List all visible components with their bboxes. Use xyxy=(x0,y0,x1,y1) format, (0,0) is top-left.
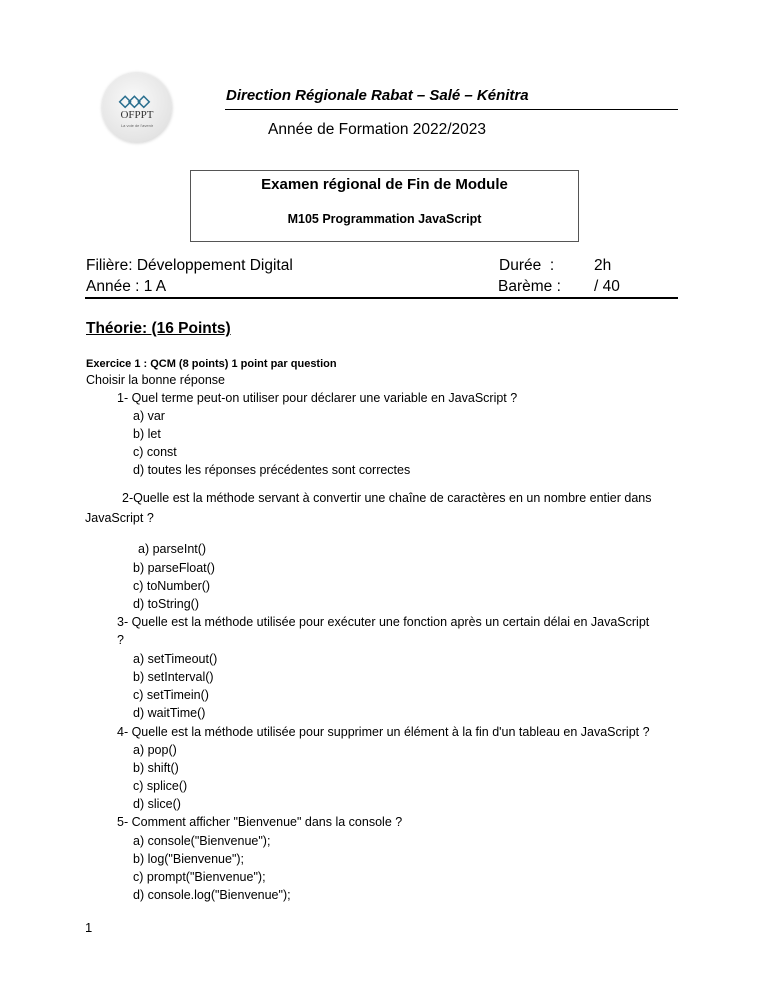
exercise-title: Exercice 1 : QCM (8 points) 1 point par question xyxy=(86,358,337,370)
bareme-label: Barème : xyxy=(498,278,561,295)
q2-option-d: d) toString() xyxy=(133,597,199,611)
q1-option-c: c) const xyxy=(133,445,177,459)
exercise-instruction: Choisir la bonne réponse xyxy=(86,373,225,387)
logo-tagline: La voie de l'avenir xyxy=(120,123,154,128)
section-title: Théorie: (16 Points) xyxy=(86,320,231,337)
question-4: 4- Quelle est la méthode utilisée pour supprimer un élément à la fin d'un tableau en JavaScript ? xyxy=(117,725,650,739)
q4-option-a: a) pop() xyxy=(133,743,177,757)
q5-option-c: c) prompt("Bienvenue"); xyxy=(133,870,266,884)
q2-option-b: b) parseFloat() xyxy=(133,561,215,575)
question-3-cont: ? xyxy=(117,633,124,647)
q1-option-d: d) toutes les réponses précédentes sont correctes xyxy=(133,463,411,477)
q3-option-d: d) waitTime() xyxy=(133,706,206,720)
info-divider xyxy=(85,297,678,299)
training-year: Année de Formation 2022/2023 xyxy=(268,121,487,138)
q4-option-c: c) splice() xyxy=(133,779,188,793)
page-number: 1 xyxy=(85,920,93,935)
logo-name: OFPPT xyxy=(120,109,154,121)
q5-option-a: a) console("Bienvenue"); xyxy=(133,834,271,848)
module-name: M105 Programmation JavaScript xyxy=(287,212,482,226)
question-2: 2-Quelle est la méthode servant à convertir une chaîne de caractères en un nombre entier dans xyxy=(122,491,652,505)
ofppt-logo xyxy=(102,73,172,143)
q3-option-b: b) setInterval() xyxy=(133,670,214,684)
q4-option-d: d) slice() xyxy=(133,797,181,811)
q2-option-c: c) toNumber() xyxy=(133,579,211,593)
q2-option-a: a) parseInt() xyxy=(138,542,207,556)
duree-value: 2h xyxy=(594,257,612,274)
header-divider xyxy=(225,109,678,110)
q5-option-b: b) log("Bienvenue"); xyxy=(133,852,245,866)
question-1: 1- Quel terme peut-on utiliser pour déclarer une variable en JavaScript ? xyxy=(117,391,518,405)
exam-title-box xyxy=(190,170,579,242)
filiere: Filière: Développement Digital xyxy=(86,257,293,274)
duree-label: Durée : xyxy=(499,257,555,274)
annee: Année : 1 A xyxy=(86,278,167,295)
q1-option-b: b) let xyxy=(133,427,161,441)
q1-option-a: a) var xyxy=(133,409,165,423)
direction-title: Direction Régionale Rabat – Salé – Kénitra xyxy=(226,87,529,104)
q3-option-c: c) setTimein() xyxy=(133,688,209,702)
question-5: 5- Comment afficher "Bienvenue" dans la console ? xyxy=(117,815,403,829)
question-3: 3- Quelle est la méthode utilisée pour exécuter une fonction après un certain délai en JavaScript xyxy=(117,615,650,629)
q3-option-a: a) setTimeout() xyxy=(133,652,218,666)
q5-option-d: d) console.log("Bienvenue"); xyxy=(133,888,291,902)
bareme-value: / 40 xyxy=(594,278,620,295)
logo-mark-icon: ◇◇◇ xyxy=(119,93,147,110)
exam-title: Examen régional de Fin de Module xyxy=(261,176,508,193)
q4-option-b: b) shift() xyxy=(133,761,179,775)
question-2-cont: JavaScript ? xyxy=(85,511,154,525)
